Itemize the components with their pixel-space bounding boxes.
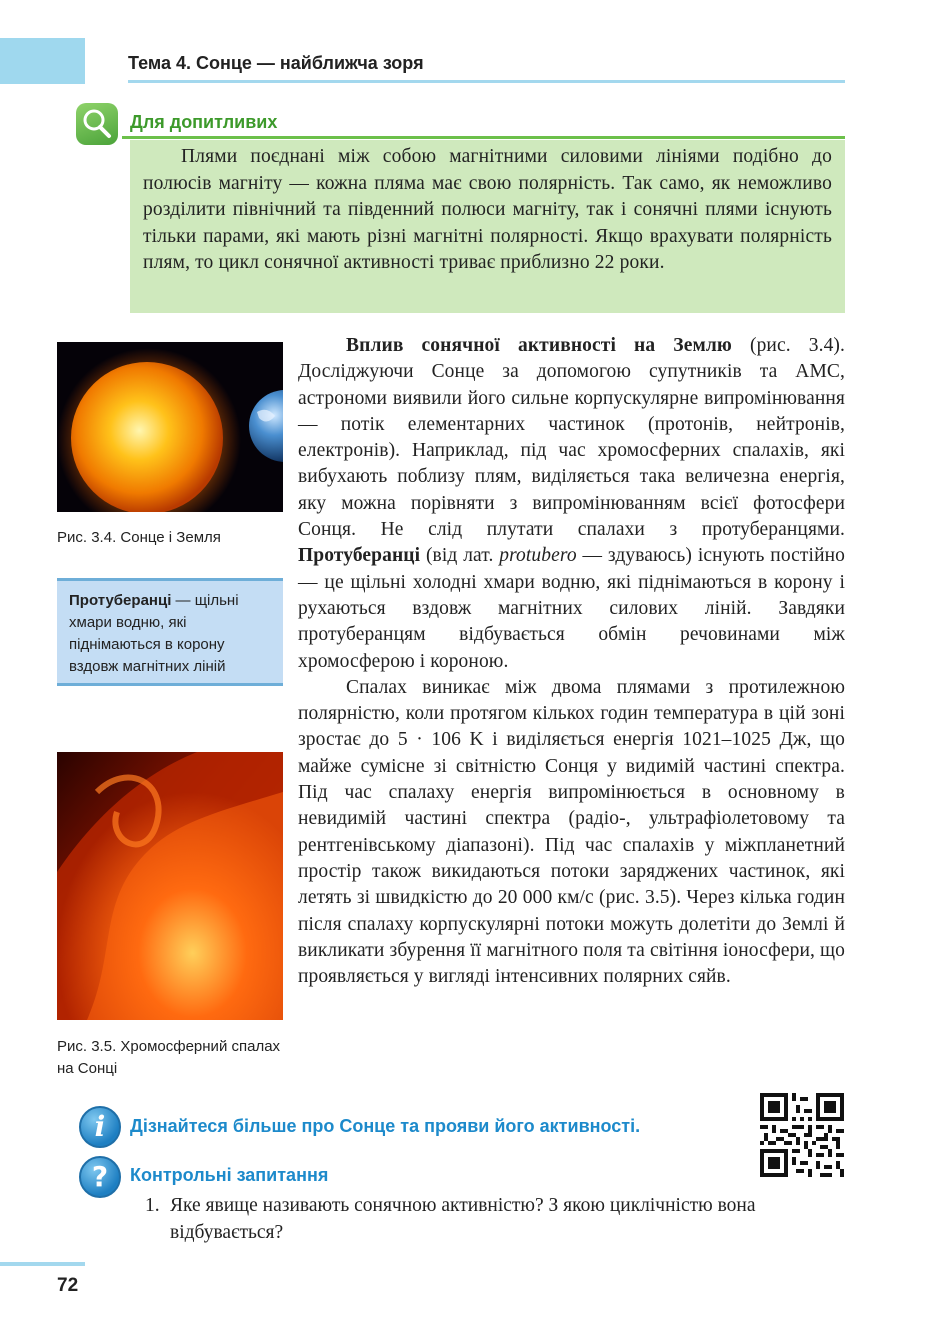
chromospheric-flare-image bbox=[57, 752, 283, 1020]
info-icon: i bbox=[79, 1106, 121, 1148]
page-header-title: Тема 4. Сонце — найближча зоря bbox=[128, 53, 424, 73]
curious-box bbox=[130, 140, 845, 313]
paragraph-text: — здуваюсь) існують постійно — це щільні холодні хмари водню, які піднімаються в корону і рухаються вздовж магнітних силових ліній. Завдяки протуберанцям відбувається обмін речовинами між хромосферою і короною. bbox=[298, 545, 845, 672]
paragraph-flare: Спалах виникає між двома плямами з протилежною полярністю, коли протягом кількох годин температура в цій зоні зростає до 5 · 106 K і виділяється енергія 1021–1025 Дж, що майже сумісне зі світністю Сонця у видимій частині спектра. Під час спалаху енергія випромінюється в основному в невидимій частині спектра (радіо-, ультрафіолетовому та рентгенівському діапазоні). Під час спалахів у міжпланетний простір також викидаються потоки заряджених частинок, які летять зі швидкістю до 20 000 км/с (рис. 3.5). Через кілька годин після спалаху корпускулярні потоки можуть долетіти до Землі й викликати збурення її магнітного поля та світіння іоносфери, що проявляється у вигляді інтенсивних полярних сяйв. bbox=[298, 676, 845, 988]
curious-text: Плями поєднані між собою магнітними силовими лініями подібно до полюсів магніту — кожна пляма має свою полярність. Так само, як неможливо розділити північний та південний полюси магніту, так і сонячні плями існують тільки парами, які мають різні магнітні полярності. Якщо врахувати полярність плям, то цикл сонячної активності триває приблизно 22 роки. bbox=[143, 146, 832, 273]
paragraph-solar-influence bbox=[298, 333, 845, 675]
footer-divider bbox=[0, 1262, 85, 1266]
latin-term: protubero bbox=[499, 545, 577, 567]
term-prominences: Протуберанці bbox=[298, 545, 421, 567]
header-divider bbox=[128, 80, 845, 83]
paragraph-text: (від лат. bbox=[420, 545, 500, 567]
definition-term: Протуберанці bbox=[69, 592, 172, 609]
magnifier-icon bbox=[76, 103, 118, 145]
figure-3-5-caption: Рис. 3.5. Хромосферний спалах на Сонці bbox=[57, 1038, 281, 1077]
question-item bbox=[145, 1193, 845, 1246]
section-heading-solar-influence: Вплив сонячної активності на Землю bbox=[346, 335, 732, 356]
info-link[interactable]: Дізнайтеся більше про Сонце та прояви його активності. bbox=[130, 1116, 641, 1136]
definition-text: — щільні хмари водню, які піднімаються в корону вздовж магнітних ліній bbox=[69, 592, 239, 675]
corner-tab bbox=[0, 38, 85, 84]
question-icon: ? bbox=[79, 1156, 121, 1198]
question-number: 1. bbox=[145, 1195, 160, 1216]
curious-divider bbox=[122, 136, 845, 139]
questions-title: Контрольні запитання bbox=[130, 1165, 329, 1185]
main-text-column bbox=[298, 333, 845, 990]
sun-earth-image bbox=[57, 342, 283, 512]
paragraph-text: (рис. 3.4). Досліджуючи Сонце за допомогою супутників та АМС, астрономи виявили його сильне корпускулярне випромінювання — потік елементарних частинок (протонів, нейтронів, електронів). Наприклад, під час хромосферних спалахів, які вибухають поблизу плям, виділяється така величезна енергія, яку можна порівняти з випромінюванням всієї фотосфери Сонця. Не слід плутати спалахи з протуберанцями. bbox=[298, 335, 846, 541]
page-number: 72 bbox=[57, 1275, 79, 1296]
figure-3-4-caption: Рис. 3.4. Сонце і Земля bbox=[57, 529, 221, 546]
curious-section-title: Для допитливих bbox=[130, 112, 278, 132]
question-text: Яке явище називають сонячною активністю? З якою циклічністю вона відбувається? bbox=[170, 1195, 756, 1243]
qr-code[interactable] bbox=[760, 1093, 844, 1177]
definition-box bbox=[57, 578, 283, 686]
